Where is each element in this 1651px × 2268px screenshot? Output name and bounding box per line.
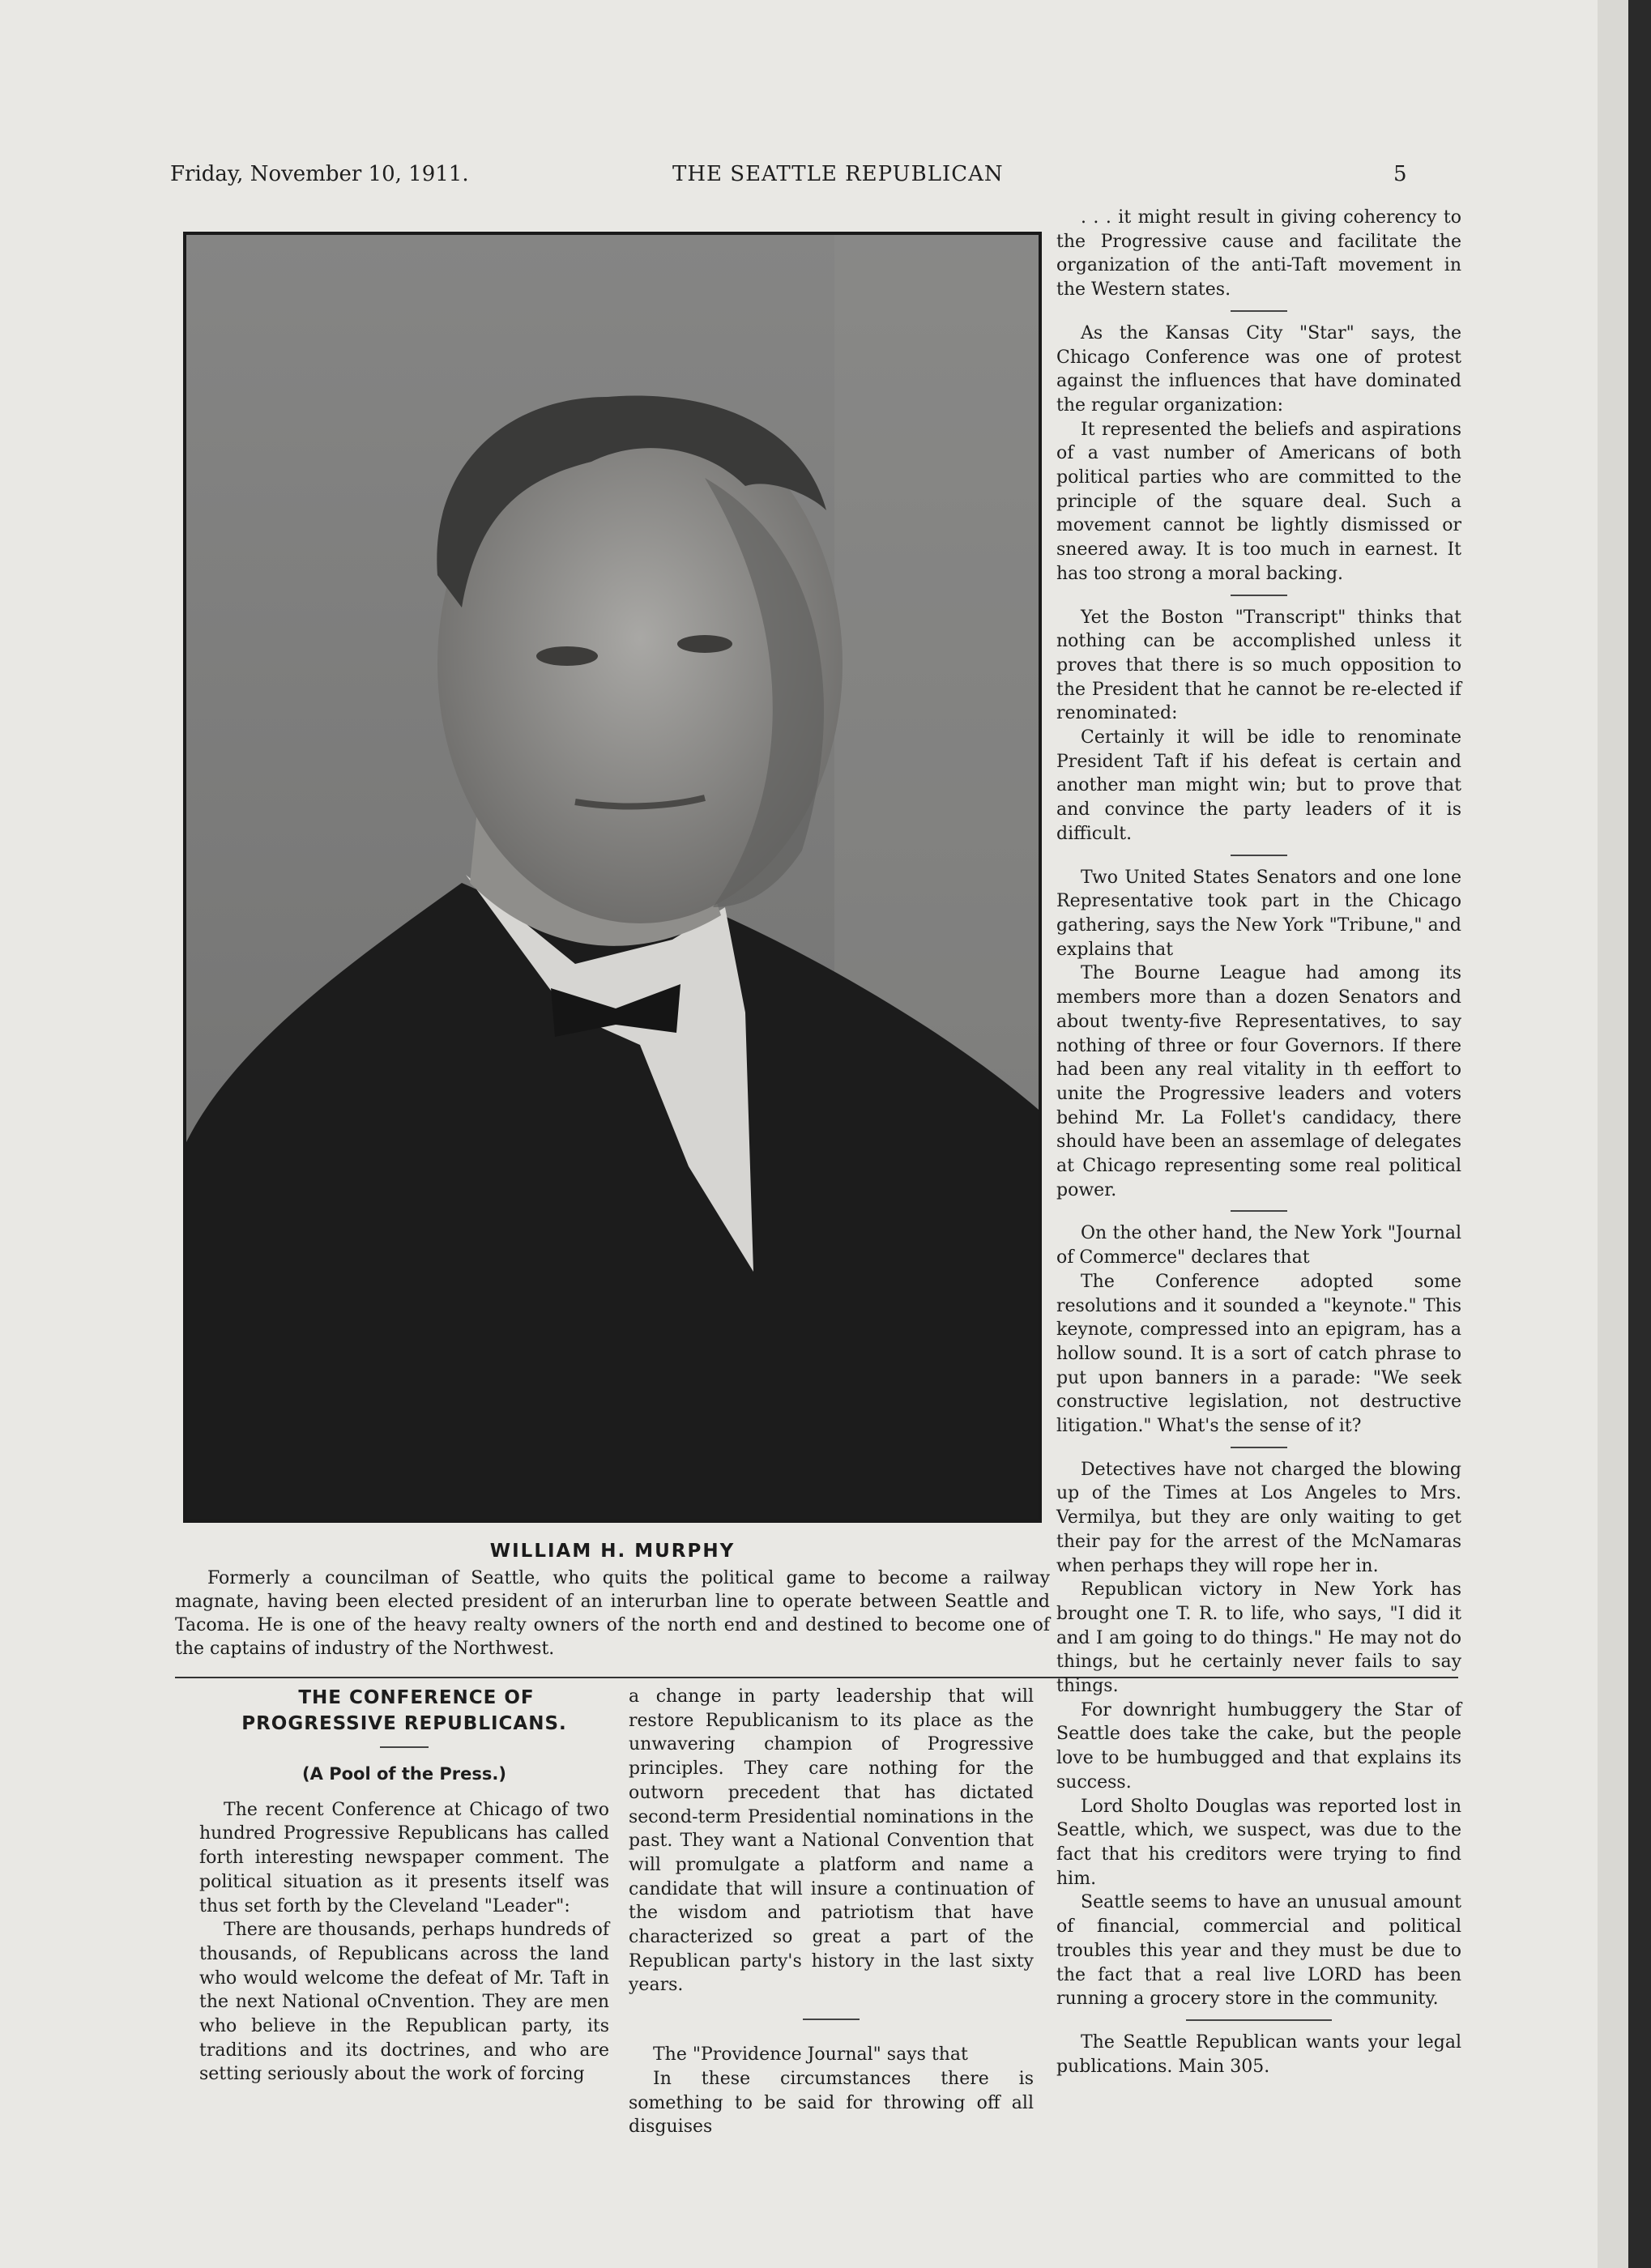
portrait-image <box>186 235 1039 1520</box>
column-paragraph: Republican victory in New York has brought one T. R. to life, who says, "I did it and I am going to do things." He may not do things, but he certainly never fails to say things. <box>1056 1580 1461 1697</box>
page-number: 5 <box>1393 162 1407 186</box>
column-paragraph: The Seattle Republican wants your legal publications. Main 305. <box>1056 2031 1461 2077</box>
right-column <box>1056 206 1461 2078</box>
page-edge-shadow <box>1598 0 1628 2268</box>
column-paragraph: For downright humbuggery the Star of Seattle does take the cake, but the people love to be humbugged and that explains its success. <box>1056 1699 1461 1793</box>
caption-text: Formerly a councilman of Seattle, who quits the political game to become a railway magnate, having been elected president of an interurban line to operate between Seattle and Tacoma. He is one of the heavy realty owners of the north end and destined to become one of the captains of industry of the Northwest. <box>175 1568 1050 1659</box>
article-column-1 <box>199 1685 609 2087</box>
column-paragraph: Yet the Boston "Transcript" thinks that nothing can be accomplished unless it proves that there is so much opposition to the President that he cannot be re-elected if renominated: <box>1056 607 1461 724</box>
article-paragraph: a change in party leadership that will restore Republicanism to its place as the unwavering champion of Progressive principles. They care nothing for the outworn precedent that has dictated second-term Presidential nominations in the past. They want a National Convention that will promulgate a platform and name a candidate that will insure a continuation of the wisdom and patriotism that have characterized so great a part of the Republican party's history in the last sixty years. <box>629 1686 1034 1996</box>
column-paragraph: Lord Sholto Douglas was reported lost in Seattle, which, we suspect, was due to the fact that his creditors were trying to find him. <box>1056 1796 1461 1889</box>
article-paragraph: The recent Conference at Chicago of two hundred Progressive Republicans has called forth interesting newspaper comment. The political situation as it presents itself was thus set forth by the Cleveland "Leader": <box>199 1799 609 1916</box>
paragraph-divider <box>1231 310 1287 312</box>
column-quote: Certainly it will be idle to renominate President Taft if his defeat is certain and another man might win; but to prove that and convince the party leaders of it is difficult. <box>1056 727 1461 844</box>
page-header <box>170 162 1482 194</box>
photo-caption <box>175 1541 1050 1660</box>
newspaper-title: THE SEATTLE REPUBLICAN <box>672 162 1004 186</box>
column-paragraph: Two United States Senators and one lone Representative took part in the Chicago gathering, says the New York "Tribune," and explains that <box>1056 867 1461 960</box>
column-paragraph: . . . it might result in giving coherency to the Progressive cause and facilitate the organization of the anti-Taft movement in the Western states. <box>1056 207 1461 301</box>
column-paragraph: As the Kansas City "Star" says, the Chicago Conference was one of protest against the influences that have dominated the regular organization: <box>1056 322 1461 416</box>
column-quote: The Bourne League had among its members more than a dozen Senators and about twenty-five Representatives, to say nothing of three or four Governors. If there had been any real vitality in th eeffort to unite the Progressive leaders and voters behind Mr. La Follet's candidacy, there should have been an assemlage of delegates at Chicago representing some real political power. <box>1056 963 1461 1200</box>
portrait-photo <box>183 232 1042 1523</box>
caption-name: WILLIAM H. MURPHY <box>489 1541 736 1562</box>
article-paragraph: There are thousands, perhaps hundreds of thousands, of Republicans across the land who would welcome the defeat of Mr. Taft in the next National oCnvention. They are men who believe in the Republican party, its traditions and its doctrines, and who are setting seriously about the work of forcing <box>199 1920 609 2085</box>
paragraph-divider <box>1231 855 1287 856</box>
column-quote: The Conference adopted some resolutions and it sounded a "keynote." This keynote, compressed into an epigram, has a hollow sound. It is a sort of catch phrase to put upon banners in a parade: "We seek constructive legislation, not destructive litigation." What's the sense of it? <box>1056 1271 1461 1437</box>
paragraph-divider <box>803 2019 860 2020</box>
paragraph-divider <box>1186 2019 1332 2021</box>
paragraph-divider <box>1231 1210 1287 1212</box>
column-paragraph: On the other hand, the New York "Journal of Commerce" declares that <box>1056 1223 1461 1268</box>
headline-divider <box>380 1746 429 1748</box>
article-paragraph: In these circumstances there is something to be said for throwing off all disguises <box>629 2068 1034 2138</box>
article-paragraph: The "Providence Journal" says that <box>653 2044 968 2066</box>
issue-date: Friday, November 10, 1911. <box>170 162 469 186</box>
column-paragraph: Seattle seems to have an unusual amount of financial, commercial and political troubles this year and they must be due to the fact that a real live LORD has been running a grocery store in the community. <box>1056 1892 1461 2010</box>
article-headline: THE CONFERENCE OF PROGRESSIVE REPUBLICANS. <box>241 1687 567 1734</box>
column-paragraph: Detectives have not charged the blowing up of the Times at Los Angeles to Mrs. Vermilya, but they are only waiting to get their pay for the arrest of the McNamaras when perhaps they will rope her in. <box>1056 1459 1461 1576</box>
article-subhead: (A Pool of the Press.) <box>302 1764 506 1784</box>
paragraph-divider <box>1231 1447 1287 1448</box>
paragraph-divider <box>1231 595 1287 596</box>
portrait-illustration <box>186 235 1039 1520</box>
article-column-2 <box>629 1685 1034 2139</box>
column-quote: It represented the beliefs and aspirations of a vast number of Americans of both political parties who are committed to the principle of the square deal. Such a movement cannot be lightly dismissed or sneered away. It is too much in earnest. It has too strong a moral backing. <box>1056 419 1461 584</box>
